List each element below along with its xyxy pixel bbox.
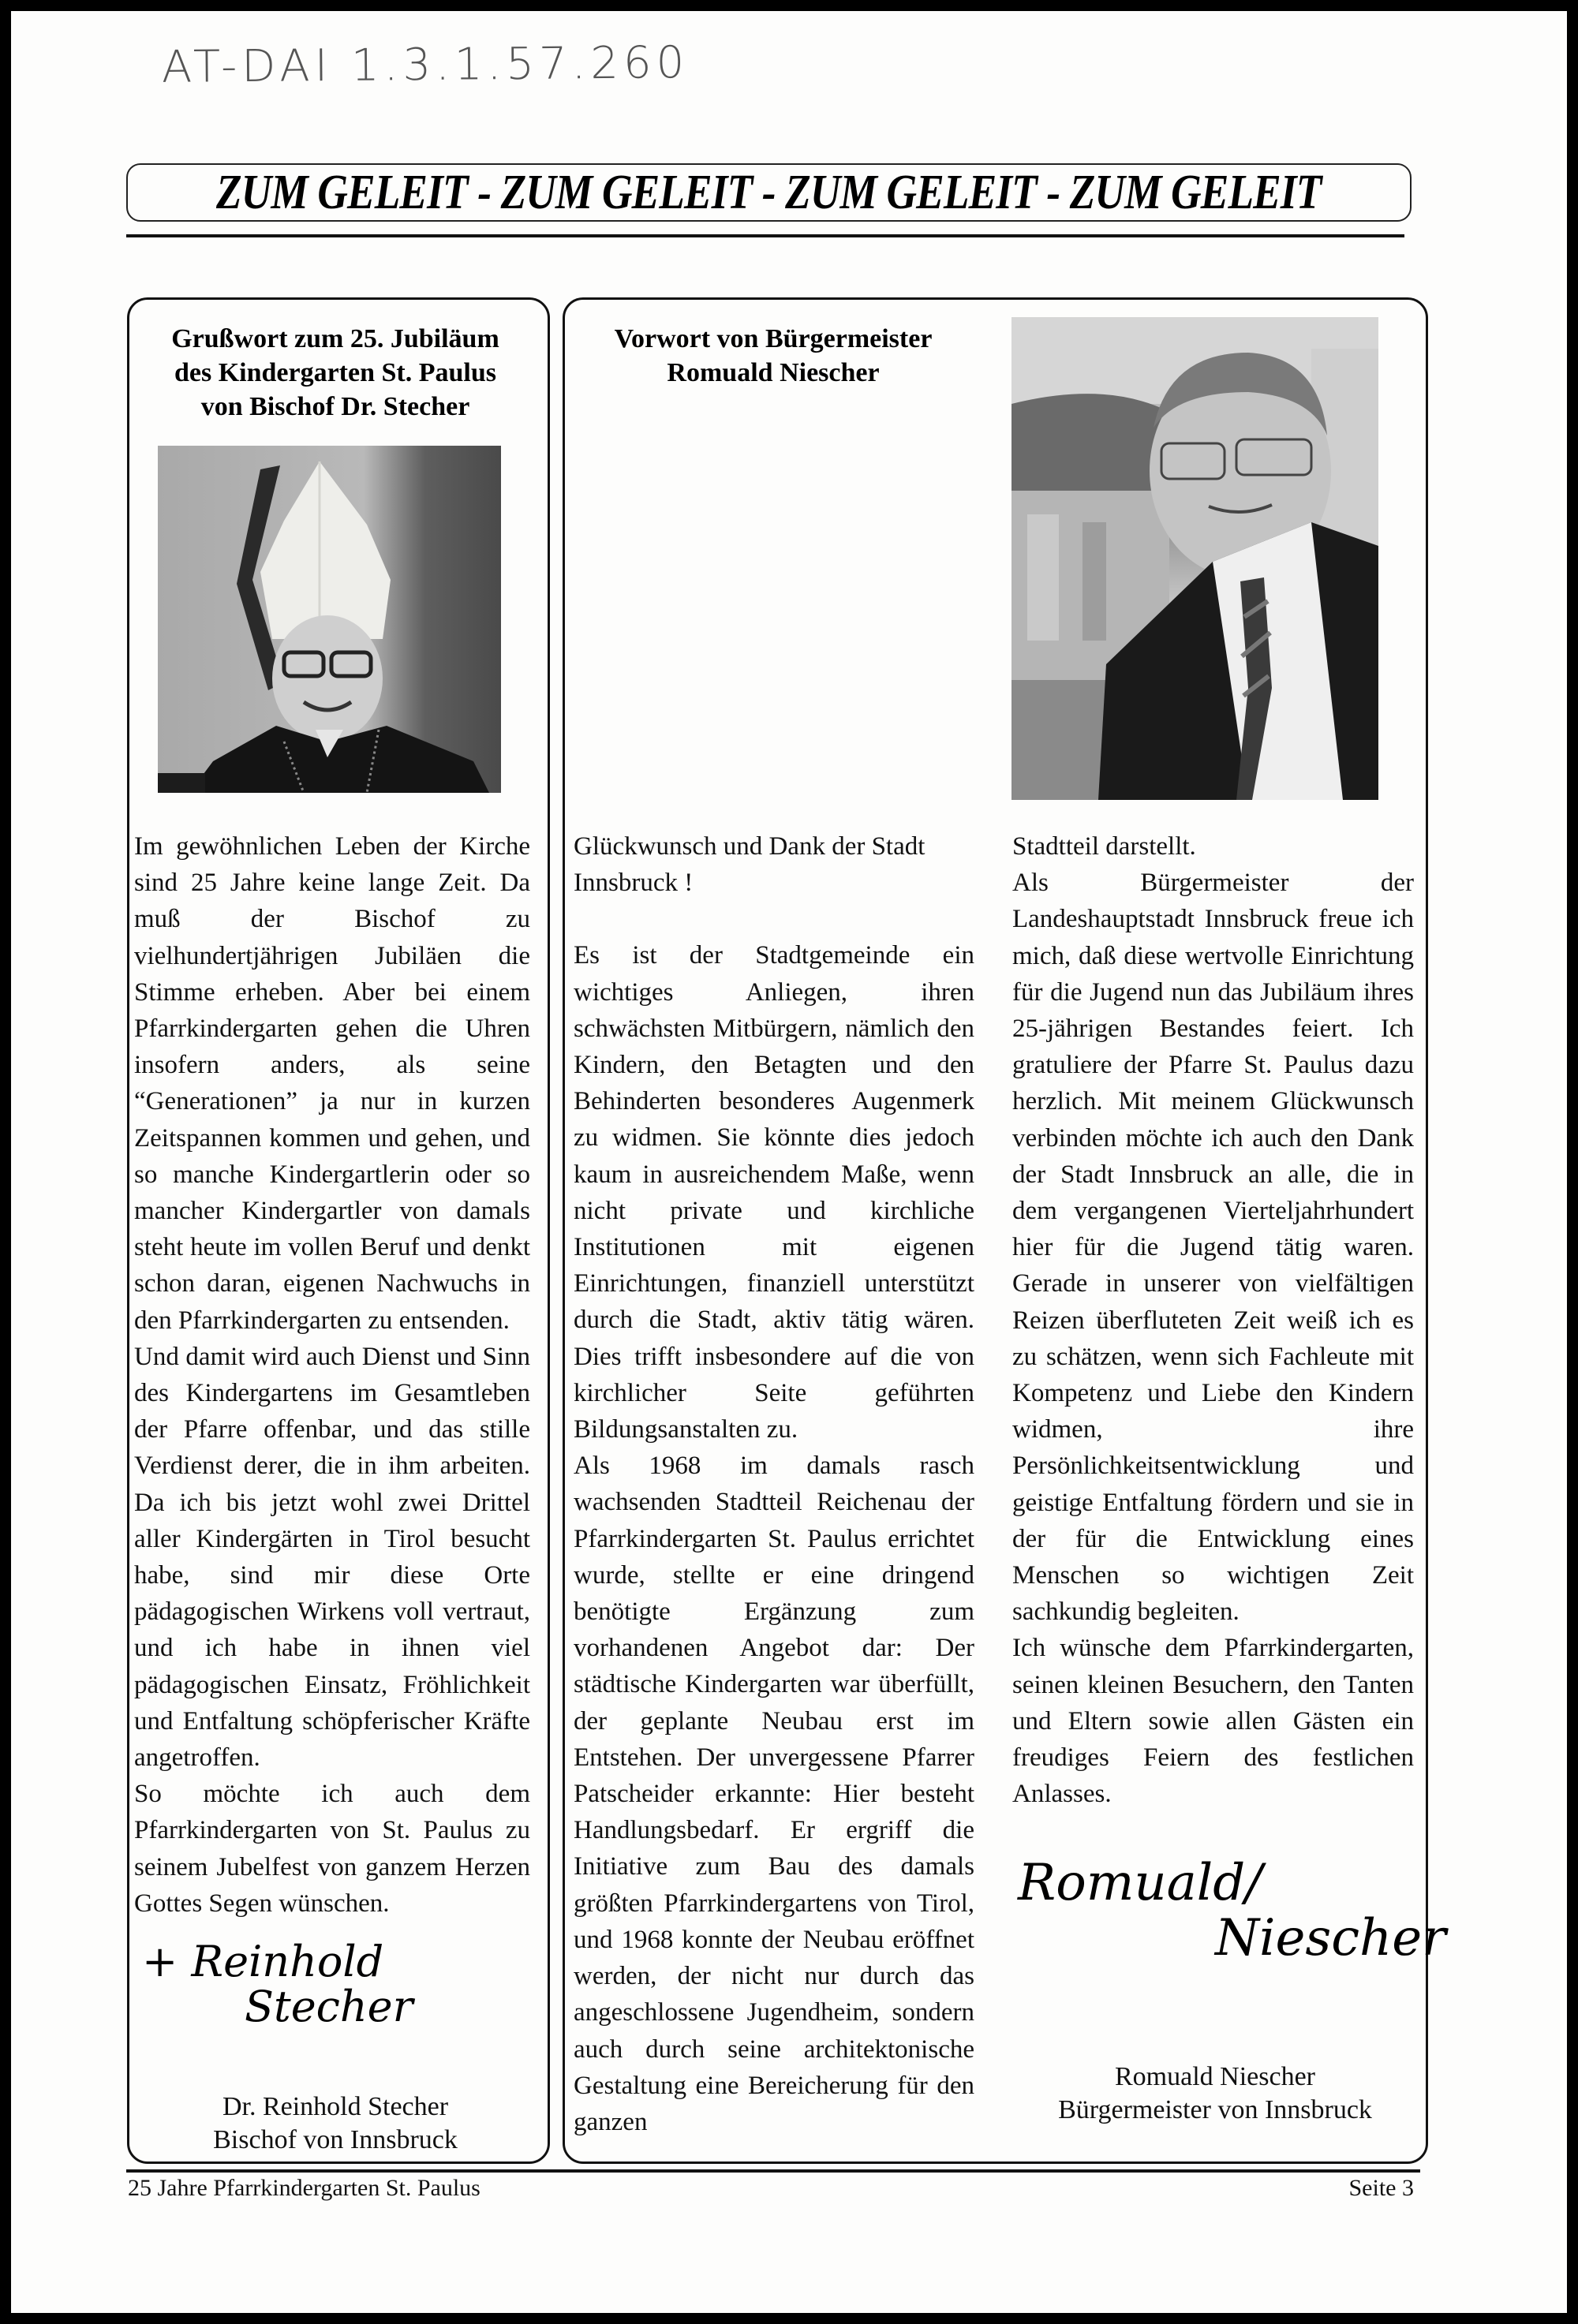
mayor-article-heading: Vorwort von Bürgermeister Romuald Niescher — [614, 324, 933, 387]
handwritten-signature-icon: Romuald/ — [1018, 1854, 1262, 1912]
signer-title: Bischof von Innsbruck — [213, 2125, 458, 2154]
photo-portrait-mayor-icon — [1011, 317, 1378, 800]
bishop-portrait-photo — [158, 446, 501, 793]
paragraph: Als 1968 im damals rasch wachsenden Stadtteil Reichenau der Pfarrkindergarten St. Paulus errichtet wurde, stellte er eine dringend benötigte Ergänzung zum vorhandenen Angebot dar: Der städtische Kindergarten war überfüllt, der geplante Neubau erst im Entstehen. Der unvergessene Pfarrer Patscheider erkannte: Hier besteht Handlungsbedarf. Er ergriff die Initiative zum Bau des damals größten Pfarrkindergartens von Tirol, und 1968 konnte der Neubau eröffnet werden, der nicht nur durch das angeschlossene Jugendheim, sondern auch durch seine architektonische Gestaltung eine Bereicherung für den ganzen — [574, 1452, 974, 2136]
paragraph: Ich wünsche dem Pfarrkindergarten, seinen kleinen Besuchern, den Tanten und Eltern sowie allen Gästen ein freudiges Feiern des festlichen Anlasses. — [1012, 1634, 1414, 1809]
footer-publication-title: 25 Jahre Pfarrkindergarten St. Paulus — [128, 2175, 481, 2201]
footer-divider — [126, 2169, 1420, 2173]
paragraph: Als Bürgermeister der Landeshauptstadt Innsbruck freue ich mich, daß diese wertvolle Einrichtung für die Jugend nun das Jubiläum ihres 25-jährigen Bestandes feiert. Ich gratuliere der Pfarre St. Paulus dazu herzlich. Mit meinem Glückwunsch verbinden möchte ich auch den Dank der Stadt Innsbruck an alle, die in dem vergangenen Vierteljahrhundert hier für die Jugend tätig waren. Gerade in unserer von vielfältigen Reizen überfluteten Zeit weiß ich es zu schätzen, wenn sich Fachleute mit Kompetenz und Liebe den Kindern widmen, ihre Persönlichkeitsentwicklung und geistige Entfaltung fördern und sie in der für die Entwicklung eines Menschen so wichtigen Zeit sachkundig begleiten. — [1012, 869, 1414, 1627]
paragraph: Und damit wird auch Dienst und Sinn des Kindergartens im Gesamtleben der Pfarre offenbar, und das stille Verdienst derer, die in ihm arbeiten. Da ich bis jetzt wohl zwei Drittel aller Kindergärten in Tirol besucht habe, sind mir diese Orte pädagogischen Wirkens voll vertraut, und ich habe in ihnen viel pädagogischen Einsatz, Fröhlichkeit und Entfaltung schöpferischer Kräfte angetroffen. — [134, 1342, 530, 1773]
handwritten-signature-icon: + Reinhold — [142, 1937, 384, 1986]
bishop-signature: + Reinhold Stecher — [142, 1937, 505, 2031]
bishop-article-body — [134, 828, 530, 1922]
paragraph: Stadtteil darstellt. — [1012, 832, 1196, 861]
archive-reference-note: AT-DAI 1.3.1.57.260 — [161, 37, 690, 93]
signer-name: Dr. Reinhold Stecher — [222, 2092, 449, 2121]
photo-portrait-bishop-icon — [158, 446, 501, 793]
mayor-article-body-column-2 — [1012, 828, 1414, 1812]
footer-page-number: Seite 3 — [1348, 2175, 1414, 2201]
paragraph: Es ist der Stadtgemeinde ein wichtiges Anliegen, ihren schwächsten Mitbürgern, nämlich den Kindern, den Betagten und den Behinderten besonderes Augenmerk zu widmen. Sie könnte dies jedoch kaum in ausreichendem Maße, wenn nicht private und kirchliche Institutionen mit eigenen Einrichtungen, finanziell unterstützt durch die Stadt, aktiv tätig wären. Dies trifft insbesondere auf die von kirchlicher Seite geführten Bildungsanstalten zu. — [574, 941, 974, 1444]
bishop-article-heading: Grußwort zum 25. Jubiläum des Kindergarten St. Paulus von Bischof Dr. Stecher — [171, 324, 499, 421]
mayor-portrait-photo — [1011, 317, 1378, 800]
paragraph: Im gewöhnlichen Leben der Kirche sind 25 Jahre keine lange Zeit. Da muß der Bischof zu vielhundertjährigen Jubiläen die Stimme erheben. Aber bei einem Pfarrkindergarten gehen die Uhren insofern anders, als seine “Generationen” ja nur in kurzen Zeitspannen kommen und gehen, und so manche Kindergartlerin oder so mancher Kindergartler von damals steht heute im vollen Beruf und denkt schon daran, eigenen Nachwuchs in den Pfarrkindergarten zu entsenden. — [134, 832, 530, 1335]
banner-divider — [126, 234, 1404, 237]
banner-title: ZUM GELEIT - ZUM GELEIT - ZUM GELEIT - ZUM GELEIT — [216, 165, 1322, 219]
paragraph: Glückwunsch und Dank der Stadt Innsbruck ! — [574, 832, 925, 898]
paragraph-gap — [574, 901, 974, 937]
section-banner — [126, 163, 1412, 222]
mayor-article-body-column-1 — [574, 828, 974, 2140]
paragraph: So möchte ich auch dem Pfarrkindergarten von St. Paulus zu seinem Jubelfest von ganzem Herzen Gottes Segen wünschen. — [134, 1780, 530, 1918]
mayor-signature: Romuald/ Niescher — [1018, 1854, 1446, 1967]
bishop-signer-block — [138, 2090, 533, 2157]
mayor-signer-block — [1018, 2061, 1412, 2127]
signer-title: Bürgermeister von Innsbruck — [1058, 2095, 1372, 2124]
signer-name: Romuald Niescher — [1115, 2062, 1315, 2091]
